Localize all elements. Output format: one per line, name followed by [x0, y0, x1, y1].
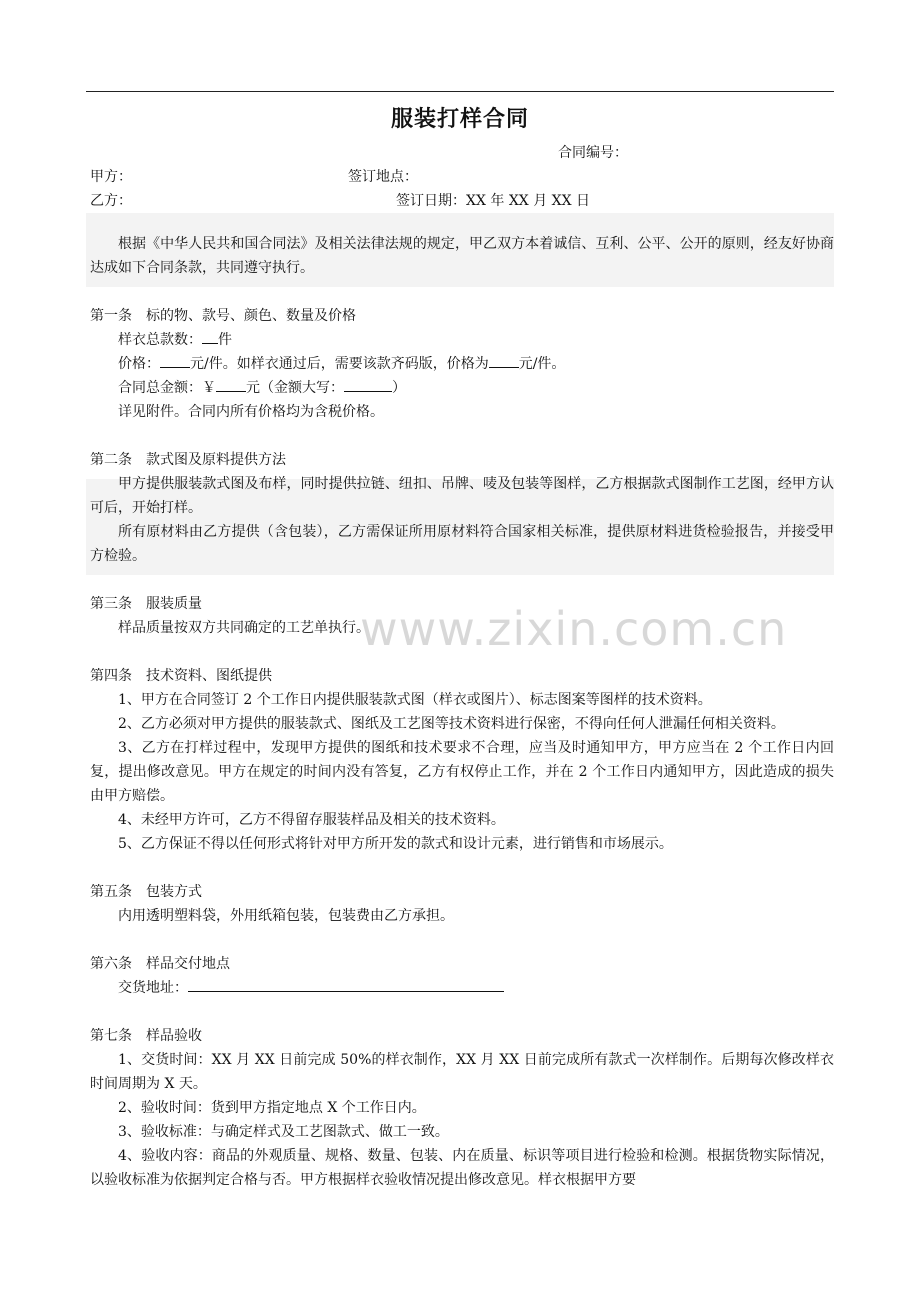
article-7-item: 3、验收标准：与确定样式及工艺图款式、做工一致。	[118, 1124, 449, 1140]
preamble: 根据《中华人民共和国合同法》及相关法律法规的规定，甲乙双方本着诚信、互利、公平、公开的原则，经友好协商达成如下合同条款，共同遵守执行。	[90, 236, 834, 276]
total-blank	[216, 376, 246, 392]
article-4-item: 5、乙方保证不得以任何形式将针对甲方所开发的款式和设计元素，进行销售和市场展示。	[118, 836, 673, 852]
article-5	[90, 880, 834, 928]
sign-place-label: 签订地点：	[348, 169, 418, 185]
price-blank	[160, 352, 190, 368]
article-2-paragraph-1: 甲方提供服装款式图及布样，同时提供拉链、纽扣、吊牌、唛及包装等图样，乙方根据款式图制作工艺图，经甲方认可后，开始打样。	[90, 476, 834, 516]
article-7-heading: 第七条 样品验收	[90, 1028, 202, 1044]
site-watermark: www.zixin.com.cn	[360, 602, 788, 656]
sample-count-line: 样衣总款数： 件	[90, 328, 834, 352]
party-a-label: 甲方：	[90, 169, 132, 185]
article-6	[90, 952, 834, 1000]
contract-title: 服装打样合同	[390, 107, 529, 132]
article-6-heading: 第六条 样品交付地点	[90, 956, 230, 972]
article-7-item: 4、验收内容：商品的外观质量、规格、数量、包装、内在质量、标识等项目进行检验和检测。根据货物实际情况，以验收标准为依据判定合格与否。甲方根据样衣验收情况提出修改意见。样衣根据甲方要	[90, 1148, 834, 1188]
delivery-address-blank	[188, 976, 504, 992]
article-7-item: 2、验收时间：货到甲方指定地点 X 个工作日内。	[118, 1100, 426, 1116]
total-amount-line: 合同总金额：￥ 元（金额大写： ）	[90, 376, 834, 400]
contract-number-label: 合同编号：	[558, 145, 628, 161]
article-1	[90, 304, 834, 424]
article-7	[90, 1024, 834, 1192]
total-words-blank	[344, 376, 392, 392]
article-2-heading: 第二条 款式图及原料提供方法	[90, 452, 286, 468]
article-4	[90, 664, 834, 856]
contract-body	[90, 232, 834, 1192]
article-4-heading: 第四条 技术资料、图纸提供	[90, 668, 272, 684]
article-3-paragraph: 样品质量按双方共同确定的工艺单执行。	[118, 620, 370, 636]
article-5-heading: 第五条 包装方式	[90, 884, 202, 900]
full-size-price-blank	[489, 352, 519, 368]
price-line: 价格： 元/件。如样衣通过后，需要该款齐码版，价格为 元/件。	[90, 352, 834, 376]
article-1-heading: 第一条 标的物、款号、颜色、数量及价格	[90, 308, 356, 324]
article-4-item: 1、甲方在合同签订 2 个工作日内提供服装款式图（样衣或图片）、标志图案等图样的技术资料。	[118, 692, 712, 708]
article-7-item: 1、交货时间：XX 月 XX 日前完成 50%的样衣制作，XX 月 XX 日前完成所有款式一次样制作。后期每次修改样衣时间周期为 X 天。	[90, 1052, 834, 1092]
article-3-heading: 第三条 服装质量	[90, 596, 202, 612]
article-5-paragraph: 内用透明塑料袋，外用纸箱包装，包装费由乙方承担。	[118, 908, 454, 924]
article-4-item: 4、未经甲方许可，乙方不得留存服装样品及相关的技术资料。	[118, 812, 505, 828]
article-3	[90, 592, 834, 640]
top-rule	[86, 91, 834, 92]
article-2-paragraph-2: 所有原材料由乙方提供（含包装），乙方需保证所用原材料符合国家相关标准，提供原材料进货检验报告，并接受甲方检验。	[90, 524, 834, 564]
article-4-item: 3、乙方在打样过程中，发现甲方提供的图纸和技术要求不合理，应当及时通知甲方，甲方应当在 2 个工作日内回复，提出修改意见。甲方在规定的时间内没有答复，乙方有权停止工作，并在 2 个工作日内通知甲方，因此造成的损失由甲方赔偿。	[90, 740, 834, 804]
article-4-item: 2、乙方必须对甲方提供的服装款式、图纸及工艺图等技术资料进行保密，不得向任何人泄漏任何相关资料。	[118, 716, 785, 732]
delivery-address-line: 交货地址：	[90, 976, 834, 1000]
article-2	[90, 448, 834, 568]
sign-date-label: 签订日期：XX 年 XX 月 XX 日	[396, 193, 591, 209]
price-note: 详见附件。合同内所有价格均为含税价格。	[118, 404, 384, 420]
party-b-label: 乙方：	[90, 193, 132, 209]
count-blank	[202, 328, 218, 344]
